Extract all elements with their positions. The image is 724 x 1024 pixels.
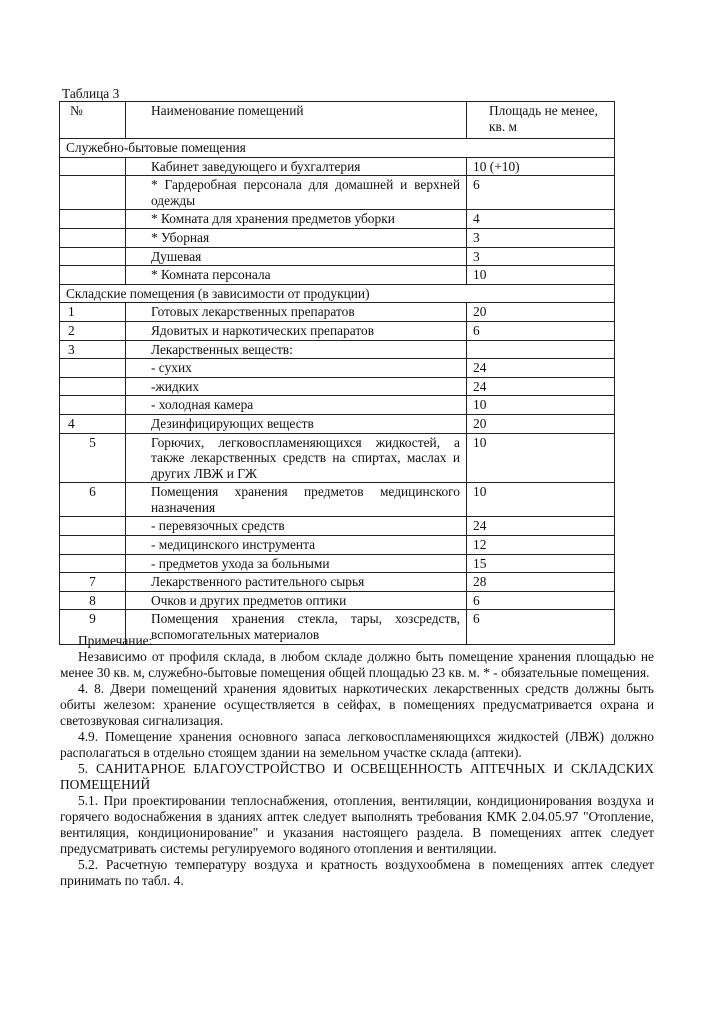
row-num: 8 [60, 591, 126, 610]
row-num [60, 266, 126, 285]
row-name: -жидких [126, 377, 467, 396]
row-area: 3 [467, 247, 615, 266]
row-area: 4 [467, 210, 615, 229]
row-name: Помещения хранения стекла, тары, хозсредств, вспомогательных материалов [126, 610, 467, 644]
section-row-service [60, 139, 615, 158]
row-num [60, 536, 126, 555]
notes-block [60, 633, 654, 889]
row-area: 28 [467, 573, 615, 592]
table-row [60, 176, 615, 210]
row-name: * Уборная [126, 228, 467, 247]
row-area: 6 [467, 591, 615, 610]
paragraph-4-8: 4. 8. Двери помещений хранения ядовитых наркотических лекарственных средств должны быть обиты железом: хранение осуществляется в сейфах, в помещениях предусматривается охрана и светозвуковая сигнализация. [60, 681, 654, 728]
row-area: 24 [467, 517, 615, 536]
row-name: - сухих [126, 359, 467, 378]
table-row [60, 377, 615, 396]
header-area: Площадь не менее, кв. м [467, 102, 615, 139]
row-num [60, 228, 126, 247]
row-name: - предметов ухода за больными [126, 554, 467, 573]
table-row [60, 266, 615, 285]
table-row [60, 591, 615, 610]
row-area: 10 [467, 396, 615, 415]
row-name: Лекарственных веществ: [126, 340, 467, 359]
row-area: 24 [467, 377, 615, 396]
row-name: Готовых лекарственных препаратов [126, 303, 467, 322]
row-num [60, 176, 126, 210]
row-num: 6 [60, 483, 126, 517]
note-label: Примечание: [78, 633, 153, 648]
table-row [60, 573, 615, 592]
row-area: 12 [467, 536, 615, 555]
row-name: - медицинского инструмента [126, 536, 467, 555]
paragraph-4-9: 4.9. Помещение хранения основного запаса легковоспламеняющихся жидкостей (ЛВЖ) должно располагаться в отдельно стоящем здании на земельном участке склада (аптеки). [60, 729, 654, 760]
row-name: * Гардеробная персонала для домашней и верхней одежды [126, 176, 467, 210]
header-num: № [60, 102, 126, 139]
row-num [60, 247, 126, 266]
header-name: Наименование помещений [126, 102, 467, 139]
section-title: Складские помещения (в зависимости от продукции) [60, 284, 615, 303]
paragraph-5-2: 5.2. Расчетную температуру воздуха и кратность воздухообмена в помещениях аптек следует принимать по табл. 4. [60, 857, 654, 888]
section-5-title: 5. САНИТАРНОЕ БЛАГОУСТРОЙСТВО И ОСВЕЩЕННОСТЬ АПТЕЧНЫХ И СКЛАДСКИХ ПОМЕЩЕНИЙ [60, 761, 654, 792]
row-name: * Комната для хранения предметов уборки [126, 210, 467, 229]
row-name: Душевая [126, 247, 467, 266]
row-name: Кабинет заведующего и бухгалтерия [126, 157, 467, 176]
table-row [60, 536, 615, 555]
paragraph-5-1: 5.1. При проектировании теплоснабжения, отопления, вентиляции, кондиционирования воздуха и горячего водоснабжения в зданиях аптек следует выполнять требования КМК 2.04.05.97 "Отопление, вентиляция, кондиционирование" и указания настоящего раздела. В помещениях аптек следует предусматривать системы регулируемого водяного отопления и вентиляции. [60, 793, 654, 856]
row-area: 24 [467, 359, 615, 378]
row-num [60, 377, 126, 396]
table-row [60, 359, 615, 378]
row-num [60, 554, 126, 573]
row-num: 5 [60, 433, 126, 483]
row-area: 6 [467, 176, 615, 210]
table-row [60, 483, 615, 517]
table-row [60, 433, 615, 483]
row-name: Ядовитых и наркотических препаратов [126, 321, 467, 340]
row-area: 10 (+10) [467, 157, 615, 176]
table-row [60, 303, 615, 322]
row-name: Помещения хранения предметов медицинского назначения [126, 483, 467, 517]
row-num: 4 [60, 414, 126, 433]
row-name: Горючих, легковоспламеняющихся жидкостей, а также лекарственных средств на спиртах, маслах и других ЛВЖ и ГЖ [126, 433, 467, 483]
table-row [60, 228, 615, 247]
row-name: * Комната персонала [126, 266, 467, 285]
row-area: 10 [467, 483, 615, 517]
table-caption: Таблица 3 [62, 86, 120, 101]
table-row [60, 517, 615, 536]
row-area: 20 [467, 303, 615, 322]
section-title: Служебно-бытовые помещения [60, 139, 615, 158]
row-area: 20 [467, 414, 615, 433]
premises-table [59, 101, 615, 645]
row-num [60, 210, 126, 229]
row-area: 6 [467, 321, 615, 340]
row-area [467, 340, 615, 359]
row-num [60, 517, 126, 536]
row-num [60, 359, 126, 378]
table-row [60, 414, 615, 433]
row-num: 2 [60, 321, 126, 340]
table-row [60, 321, 615, 340]
row-name: - холодная камера [126, 396, 467, 415]
row-name: Дезинфицирующих веществ [126, 414, 467, 433]
row-area: 15 [467, 554, 615, 573]
row-area: 3 [467, 228, 615, 247]
table-row [60, 247, 615, 266]
row-name: Лекарственного растительного сырья [126, 573, 467, 592]
table-row [60, 554, 615, 573]
row-num: 1 [60, 303, 126, 322]
row-num [60, 157, 126, 176]
row-name: Очков и других предметов оптики [126, 591, 467, 610]
table-row [60, 210, 615, 229]
row-area: 6 [467, 610, 615, 644]
table-row [60, 157, 615, 176]
row-num: 9 [60, 610, 126, 644]
row-num: 3 [60, 340, 126, 359]
table-row [60, 340, 615, 359]
row-num: 7 [60, 573, 126, 592]
section-row-storage [60, 284, 615, 303]
row-area: 10 [467, 266, 615, 285]
table-row [60, 396, 615, 415]
note-body: Независимо от профиля склада, в любом складе должно быть помещение хранения площадью не менее 30 кв. м, служебно-бытовые помещения общей площадью 23 кв. м. * - обязательные помещения. [60, 649, 654, 680]
table-header-row [60, 102, 615, 139]
row-area: 10 [467, 433, 615, 483]
row-name: - перевязочных средств [126, 517, 467, 536]
row-num [60, 396, 126, 415]
